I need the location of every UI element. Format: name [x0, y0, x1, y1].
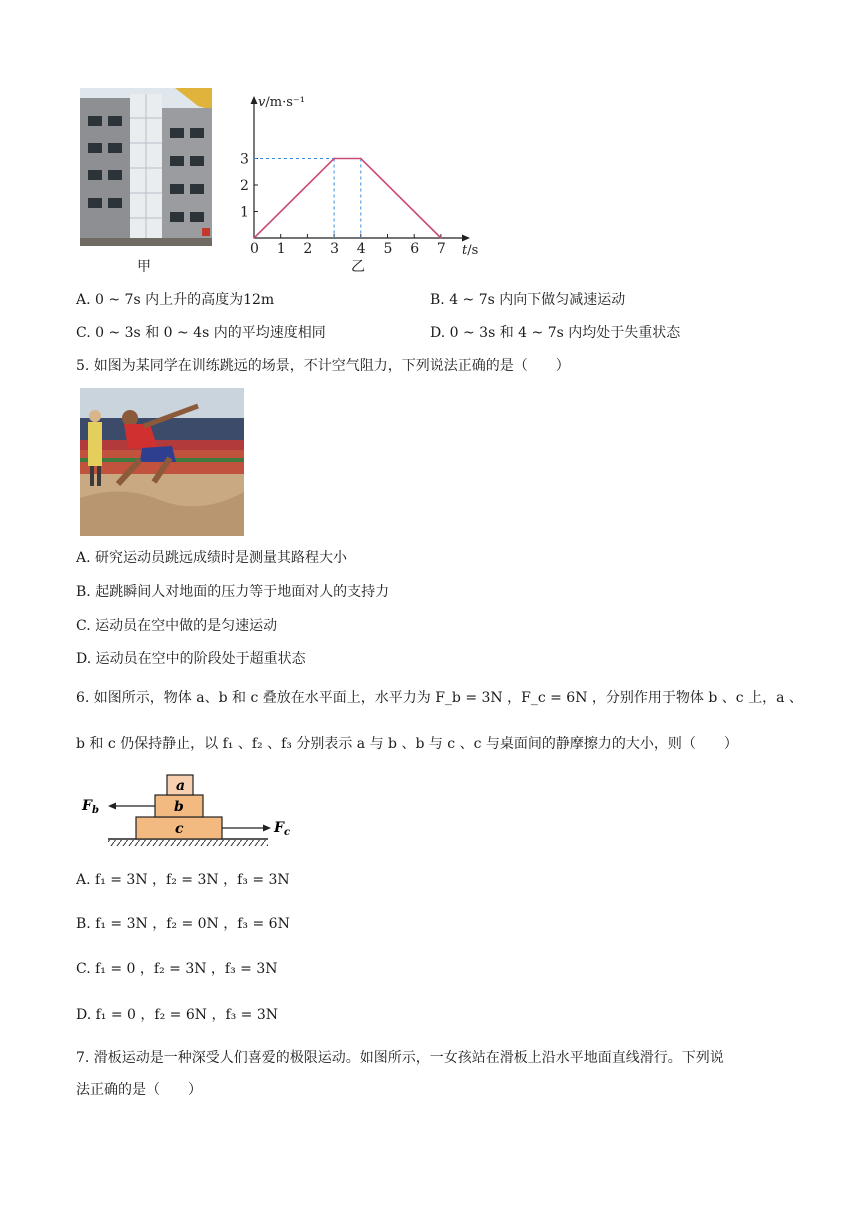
- y-tick-label: 2: [240, 178, 249, 194]
- force-b-subscript: b: [91, 805, 99, 816]
- x-tick-label: 7: [436, 241, 446, 256]
- force-c-symbol: F: [274, 820, 284, 836]
- x-tick-label: 6: [410, 241, 420, 256]
- q4-option-b: B. 4 ~ 7s 内向下做匀减速运动: [430, 292, 626, 308]
- x-tick-label: 2: [303, 241, 313, 256]
- q4-option-c: C. 0 ~ 3s 和 0 ~ 4s 内的平均速度相同: [76, 325, 326, 341]
- y-axis-label: [258, 95, 305, 110]
- elevator-building-photo: [80, 88, 212, 246]
- q5-option-d: D. 运动员在空中的阶段处于超重状态: [76, 651, 306, 667]
- y-axis-label-unit: /m·s⁻¹: [265, 95, 305, 110]
- x-axis-arrowhead: [462, 235, 470, 242]
- q6-option-a: A. f₁ = 3N ，f₂ = 3N ，f₃ = 3N: [76, 872, 290, 888]
- x-tick-label: 0: [250, 241, 259, 256]
- q7-stem-line2: 法正确的是（ ）: [76, 1082, 202, 1098]
- force-c-arrowhead: [263, 825, 271, 832]
- force-c-subscript: c: [283, 827, 291, 838]
- x-tick-label: 3: [330, 241, 340, 256]
- q6-option-d: D. f₁ = 0 ，f₂ = 6N ，f₃ = 3N: [76, 1007, 279, 1023]
- q6-stem-line1: 6. 如图所示，物体 a、b 和 c 叠放在水平面上，水平力为 F_b = 3N ，F_c = 6N ，分别作用于物体 b 、c 上，a 、: [76, 690, 803, 706]
- velocity-series-line: [254, 159, 441, 239]
- velocity-data-point: [360, 158, 362, 160]
- q5-option-c: C. 运动员在空中做的是匀速运动: [76, 618, 278, 634]
- y-axis-label-symbol: v: [258, 95, 266, 110]
- figure-caption-left: 甲: [137, 259, 151, 275]
- y-axis-arrowhead: [251, 96, 258, 104]
- force-b-label: [81, 798, 99, 816]
- q4-option-a: A. 0 ~ 7s 内上升的高度为12m: [76, 292, 275, 308]
- q6-option-b: B. f₁ = 3N ，f₂ = 0N ，f₃ = 6N: [76, 916, 290, 932]
- velocity-time-graph: [238, 86, 488, 256]
- q5-option-a: A. 研究运动员跳远成绩时是测量其路程大小: [76, 550, 348, 566]
- x-tick-label: 1: [276, 241, 286, 256]
- q7-stem-line1: 7. 滑板运动是一种深受人们喜爱的极限运动。如图所示，一女孩站在滑板上沿水平地面直线滑行。下列说: [76, 1050, 724, 1066]
- y-tick-label: 3: [240, 151, 249, 168]
- stacked-blocks-diagram: [78, 770, 308, 850]
- q6-option-c: C. f₁ = 0 ，f₂ = 3N ，f₃ = 3N: [76, 961, 278, 977]
- force-b-symbol: F: [82, 798, 92, 814]
- x-axis-label: [462, 243, 478, 256]
- block-b-label: b: [174, 799, 184, 815]
- y-tick-label: 1: [240, 204, 249, 221]
- figure-caption-right: 乙: [351, 259, 365, 275]
- force-b-arrowhead: [108, 803, 116, 810]
- q6-stem-line2: b 和 c 仍保持静止，以 f₁ 、f₂ 、f₃ 分别表示 a 与 b 、b 与 c 、c 与桌面间的静摩擦力的大小，则（ ）: [76, 736, 738, 752]
- velocity-data-point: [333, 158, 335, 160]
- q4-option-d: D. 0 ~ 3s 和 4 ~ 7s 内均处于失重状态: [430, 325, 681, 341]
- x-tick-label: 4: [356, 241, 366, 256]
- x-tick-label: 5: [383, 241, 393, 256]
- q5-option-b: B. 起跳瞬间人对地面的压力等于地面对人的支持力: [76, 584, 390, 600]
- q5-stem: 5. 如图为某同学在训练跳远的场景，不计空气阻力，下列说法正确的是（ ）: [76, 358, 570, 374]
- long-jump-photo: [80, 388, 244, 536]
- x-axis-label-symbol: t: [462, 243, 468, 256]
- block-a-label: a: [176, 778, 186, 794]
- block-c-label: c: [175, 821, 184, 837]
- velocity-data-point: [440, 237, 442, 239]
- x-axis-label-unit: /s: [467, 243, 479, 256]
- force-c-label: [273, 820, 290, 838]
- velocity-data-point: [253, 237, 255, 239]
